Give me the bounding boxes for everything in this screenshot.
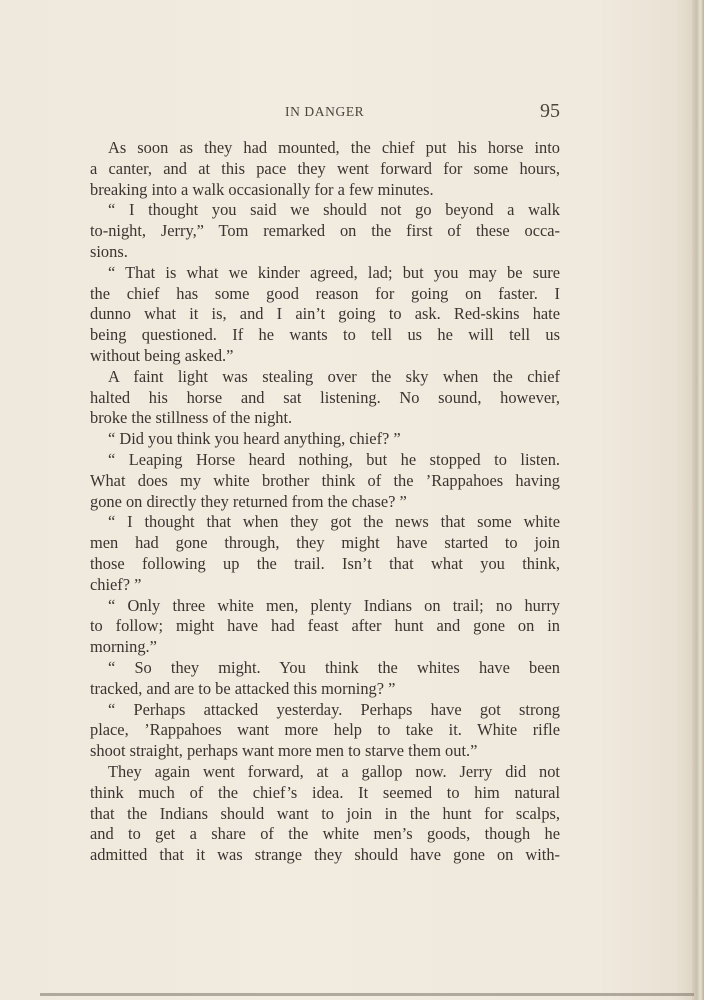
text-line: “ I thought that when they got the news that some white	[108, 512, 560, 532]
text-line: sions.	[90, 241, 128, 261]
text-line: “ Only three white men, plenty Indians on trail; no hurry	[108, 595, 560, 615]
running-header	[90, 100, 560, 122]
text-line: a canter, and at this pace they went forward for some hours,	[90, 158, 560, 178]
text-line: without being asked.”	[90, 345, 234, 365]
text-line: men had gone through, they might have started to join	[90, 533, 560, 553]
text-line: morning.”	[90, 637, 157, 657]
body-text	[90, 138, 560, 866]
text-line: gone on directly they returned from the chase? ”	[90, 491, 407, 511]
text-line: “ Did you think you heard anything, chief? ”	[108, 429, 401, 449]
text-line: place, ’Rappahoes want more help to take it. White rifle	[90, 720, 560, 740]
text-line: “ So they might. You think the whites have been	[108, 657, 560, 677]
running-title: IN DANGER	[285, 104, 365, 119]
text-line: What does my white brother think of the ’Rappahoes having	[90, 470, 560, 490]
text-line: admitted that it was strange they should have gone on with-	[90, 845, 560, 865]
text-line: breaking into a walk occasionally for a few minutes.	[90, 179, 434, 199]
page-edge-shadow	[692, 0, 704, 1000]
text-line: to follow; might have had feast after hunt and gone on in	[90, 616, 560, 636]
text-line: shoot straight, perhaps want more men to starve them out.”	[90, 741, 478, 761]
text-line: halted his horse and sat listening. No sound, however,	[90, 387, 560, 407]
text-line: those following up the trail. Isn’t that what you think,	[90, 553, 560, 573]
text-line: As soon as they had mounted, the chief put his horse into	[108, 138, 560, 157]
text-line: “ Perhaps attacked yesterday. Perhaps have got strong	[108, 699, 560, 719]
text-line: “ Leaping Horse heard nothing, but he stopped to listen.	[108, 449, 560, 469]
text-line: chief? ”	[90, 574, 142, 594]
text-line: dunno what it is, and I ain’t going to ask. Red-skins hate	[90, 304, 560, 324]
text-line: and to get a share of the white men’s goods, though he	[90, 824, 560, 844]
text-line: being questioned. If he wants to tell us he will tell us	[90, 325, 560, 345]
text-line: “ That is what we kinder agreed, lad; but you may be sure	[108, 262, 560, 282]
page-bottom-edge	[40, 993, 694, 996]
text-line: that the Indians should want to join in the hunt for scalps,	[90, 803, 560, 823]
page-number: 95	[540, 100, 560, 122]
text-line: the chief has some good reason for going on faster. I	[90, 283, 560, 303]
text-line: “ I thought you said we should not go beyond a walk	[108, 200, 560, 220]
text-line: tracked, and are to be attacked this morning? ”	[90, 678, 396, 698]
text-line: A faint light was stealing over the sky when the chief	[108, 366, 560, 386]
text-line: think much of the chief’s idea. It seemed to him natural	[90, 782, 560, 802]
text-line: broke the stillness of the night.	[90, 408, 293, 428]
text-line: They again went forward, at a gallop now. Jerry did not	[108, 761, 560, 781]
text-line: to-night, Jerry,” Tom remarked on the first of these occa-	[90, 221, 560, 241]
